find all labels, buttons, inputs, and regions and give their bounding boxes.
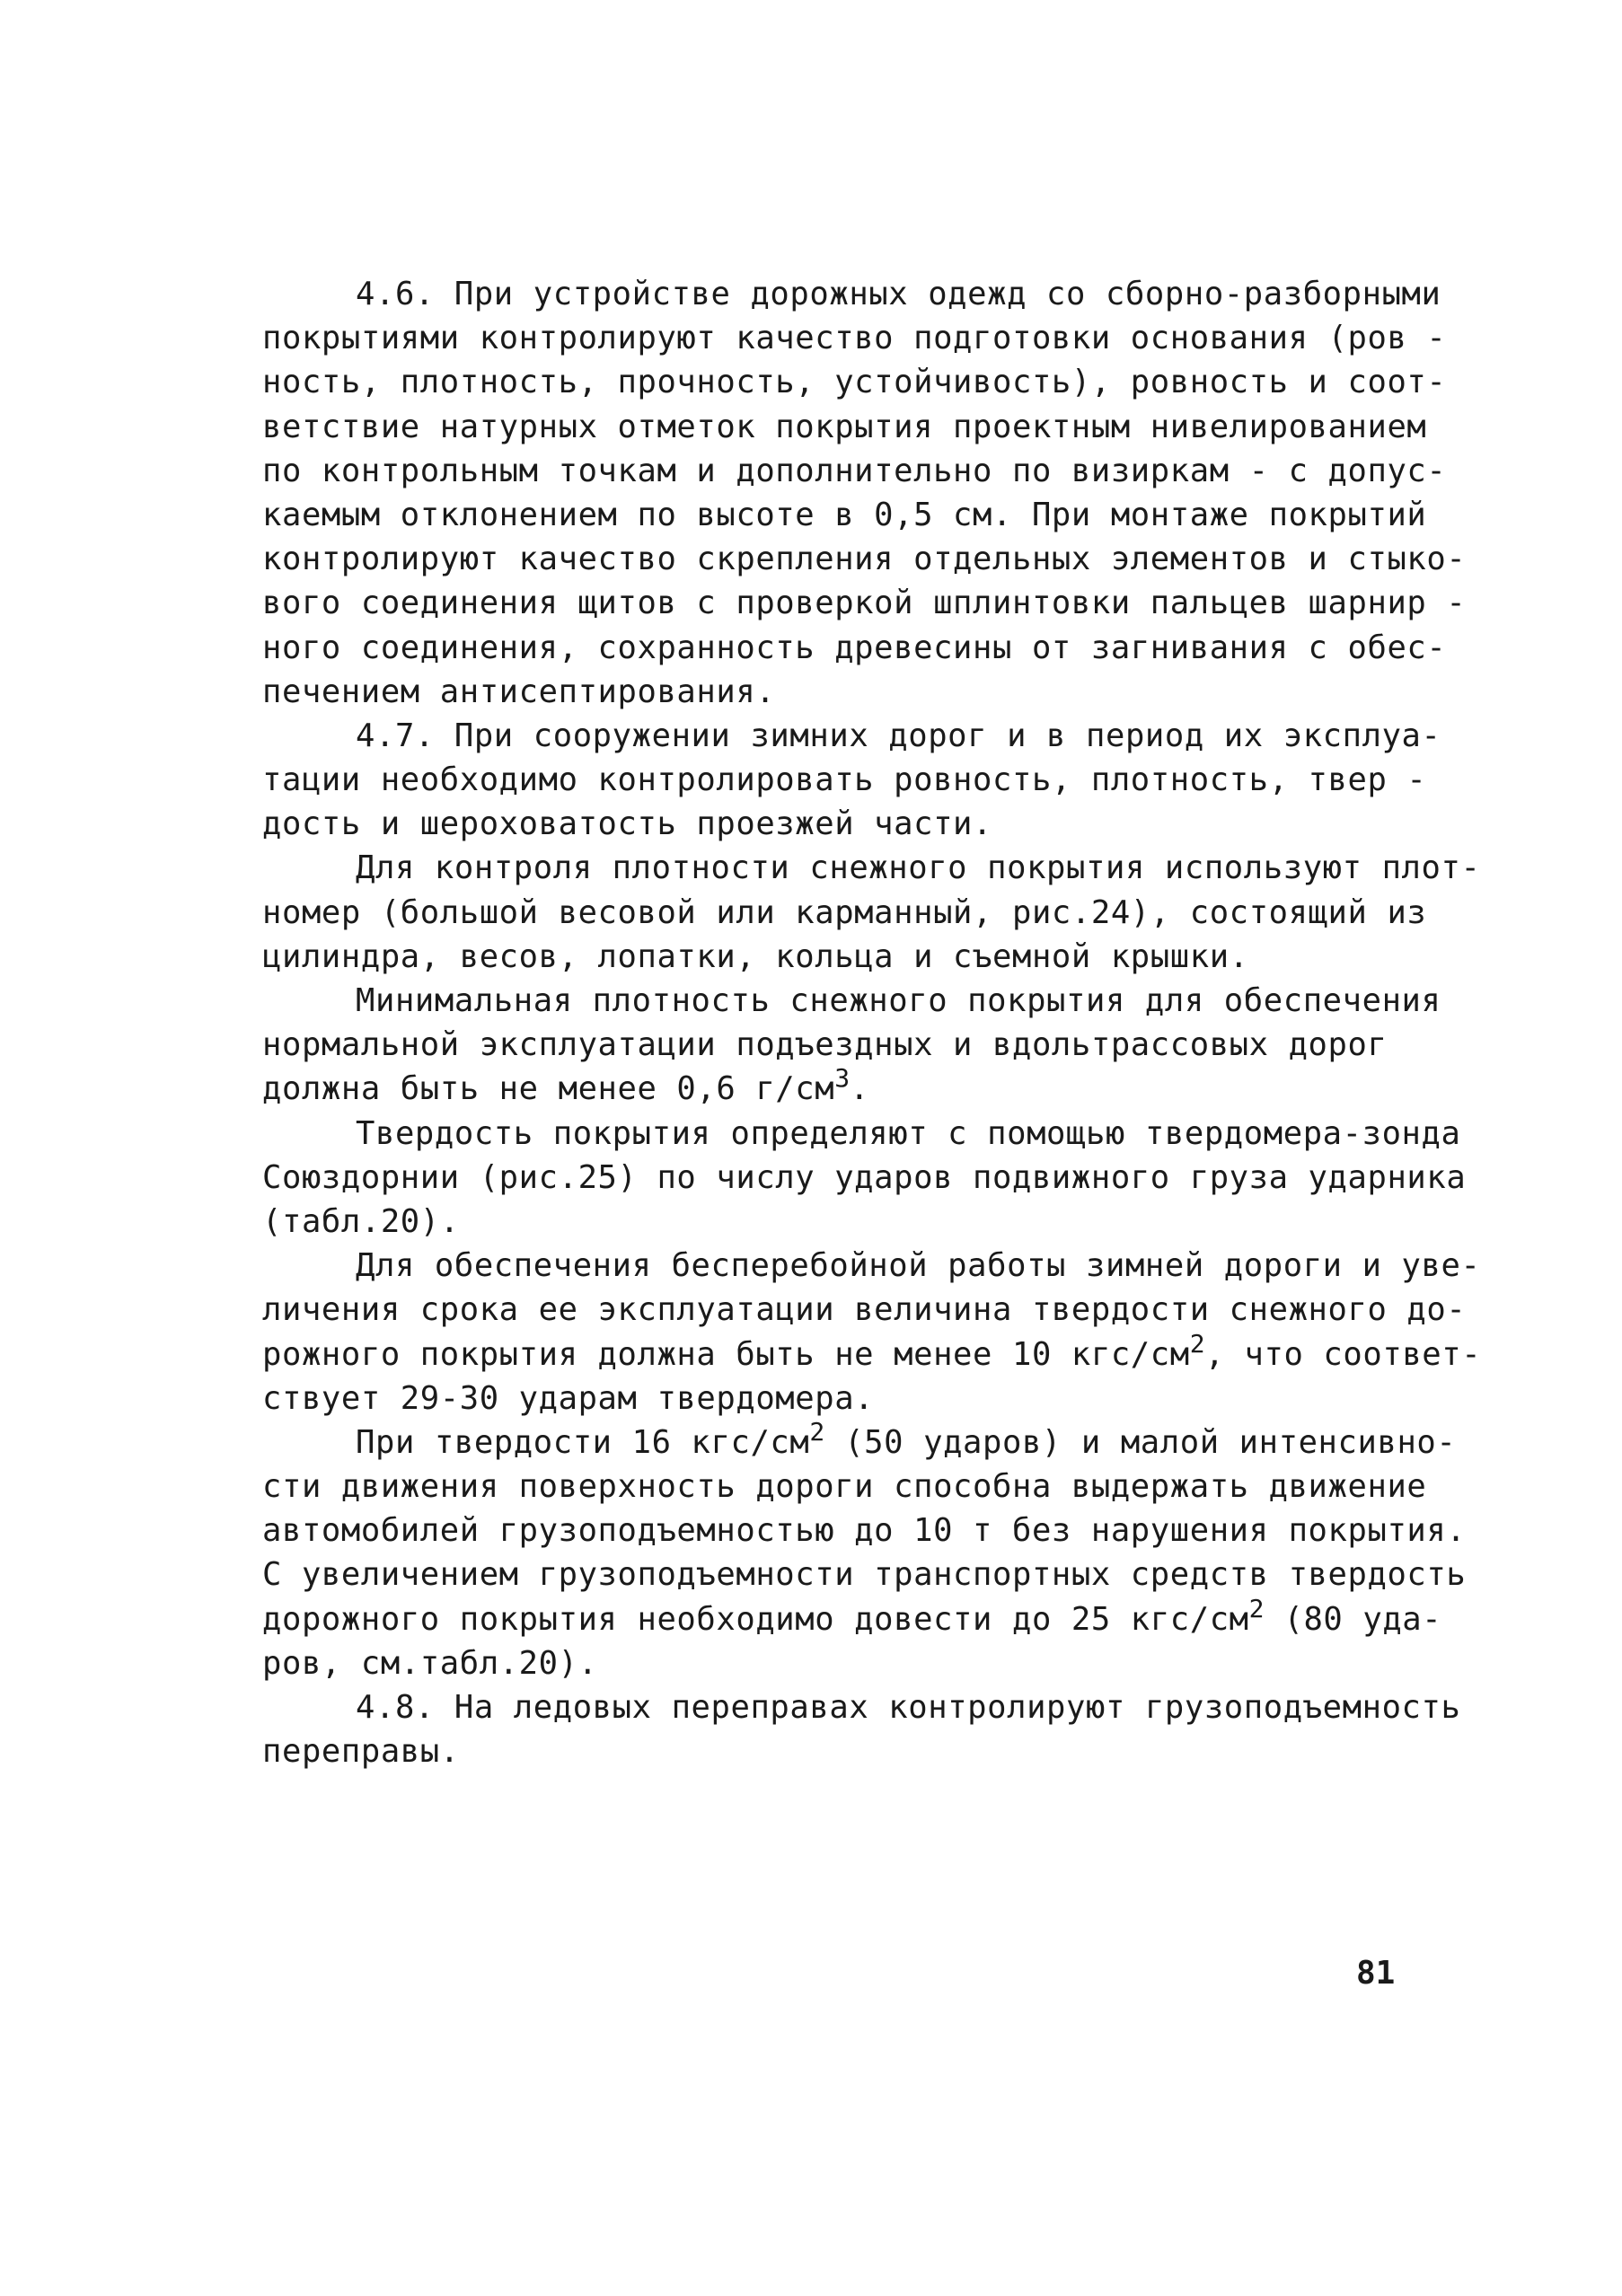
text-line: 4.6. При устройстве дорожных одежд со сборно-разборными xyxy=(356,276,1441,312)
text-fragment: . xyxy=(850,1070,870,1108)
text-line: ность, плотность, прочность, устойчивость), ровность и соот- xyxy=(262,364,1447,401)
text-line: сти движения поверхность дороги способна выдержать движение xyxy=(262,1468,1427,1506)
text-line: Минимальная плотность снежного покрытия для обеспечения xyxy=(356,982,1441,1019)
text-line xyxy=(262,1328,1482,1377)
text-line: нормальной эксплуатации подъездных и вдольтрассовых дорог xyxy=(262,1026,1388,1064)
text-line xyxy=(262,1416,1457,1465)
body-text xyxy=(262,272,1482,1773)
text-line: Союздорнии (рис.25) по числу ударов подвижного груза ударника xyxy=(262,1158,1467,1196)
text-line: 4.7. При сооружении зимних дорог и в период их эксплуа- xyxy=(356,717,1441,754)
text-line: Для обеспечения бесперебойной работы зимней дороги и уве- xyxy=(356,1247,1481,1285)
text-line: 4.8. На ледовых переправах контролируют грузоподъемность xyxy=(356,1689,1461,1726)
text-line: номер (большой весовой или карманный, рис.24), состоящий из xyxy=(262,893,1427,931)
text-fragment: (50 ударов) и малой интенсивно- xyxy=(824,1423,1457,1461)
text-line: покрытиями контролируют качество подготовки основания (ров - xyxy=(262,320,1447,357)
superscript: 3 xyxy=(834,1063,851,1094)
text-fragment: (80 уда- xyxy=(1264,1600,1442,1638)
text-fragment: дорожного покрытия необходимо довести до 25 кгс/см xyxy=(262,1600,1249,1638)
text-line: С увеличением грузоподъемности транспортных средств твердость xyxy=(262,1556,1467,1594)
text-line xyxy=(262,1593,1442,1641)
text-line: контролируют качество скрепления отдельных элементов и стыко- xyxy=(262,541,1467,578)
text-line: ствует 29-30 ударам твердомера. xyxy=(262,1379,875,1417)
text-fragment: рожного покрытия должна быть не менее 10 кгс/см xyxy=(262,1335,1190,1373)
text-fragment: должна быть не менее 0,6 г/см xyxy=(262,1070,835,1108)
text-line: Для контроля плотности снежного покрытия используют плот- xyxy=(356,849,1481,887)
page-number: 81 xyxy=(1356,1955,1396,1992)
text-line: ров, см.табл.20). xyxy=(262,1644,598,1682)
text-line: автомобилей грузоподъемностью до 10 т без нарушения покрытия. xyxy=(262,1512,1467,1550)
text-line: дость и шероховатость проезжей части. xyxy=(262,805,992,843)
text-line: переправы. xyxy=(262,1733,460,1771)
text-line xyxy=(262,1063,1430,1111)
text-line: Твердость покрытия определяют с помощью твердомера-зонда xyxy=(356,1114,1461,1152)
text-line: ветствие натурных отметок покрытия проектным нивелированием xyxy=(262,408,1427,445)
superscript: 2 xyxy=(1248,1593,1265,1623)
text-line: личения срока ее эксплуатации величина твердости снежного до- xyxy=(262,1291,1467,1329)
superscript: 2 xyxy=(1189,1328,1205,1359)
text-line: печением антисептирования. xyxy=(262,673,776,710)
text-line: тации необходимо контролировать ровность, плотность, твер - xyxy=(262,761,1427,799)
text-line: вого соединения щитов с проверкой шплинтовки пальцев шарнир - xyxy=(262,585,1467,622)
superscript: 2 xyxy=(809,1416,825,1447)
text-fragment: , что соответ- xyxy=(1204,1335,1482,1373)
text-line: каемым отклонением по высоте в 0,5 см. При монтаже покрытий xyxy=(262,496,1427,533)
text-line: (табл.20). xyxy=(262,1202,460,1240)
text-line: цилиндра, весов, лопатки, кольца и съемной крышки. xyxy=(262,937,1249,975)
text-fragment: При твердости 16 кгс/см xyxy=(356,1423,810,1461)
text-line: ного соединения, сохранность древесины от загнивания с обес- xyxy=(262,629,1447,666)
text-line: по контрольным точкам и дополнительно по визиркам - с допус- xyxy=(262,452,1447,489)
